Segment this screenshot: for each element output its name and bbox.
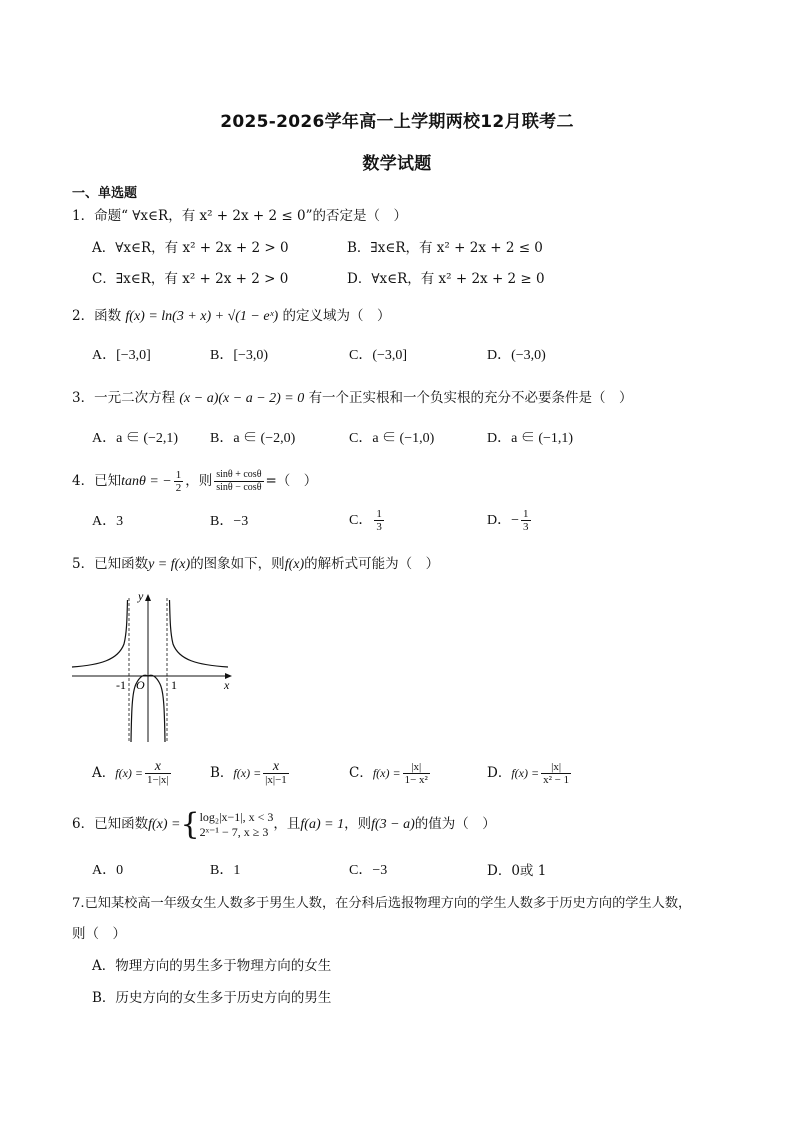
- q5-option-a: A．f(x) = $\frac{x}{1-|x|}$: [92, 759, 169, 786]
- q4-number: 4．已知: [72, 473, 122, 489]
- q4-ratio-fraction: $\frac{\sin\theta + \cos\theta}{\sin\theta - \cos\theta}$: [216, 469, 262, 493]
- q4-tan: tanθ = −: [121, 474, 172, 489]
- q1-option-d: D．∀x∈R，有 x² + 2x + 2 ≥ 0: [347, 271, 545, 287]
- q7-stem-line2: 则（ ）: [72, 926, 126, 942]
- q7-stem-line1: 7.已知某校高一年级女生人数多于男生人数，在分科后选报物理方向的学生人数多于历史方向的学生人数，: [72, 896, 692, 911]
- q3-option-a: A．a ∈ (−2,1): [92, 431, 179, 446]
- q1-option-c: C．∃x∈R，有 x² + 2x + 2 > 0: [92, 271, 289, 287]
- q4-half-fraction: $\frac{1}{2}$: [175, 469, 182, 494]
- q2-function: f(x) = ln(3 + x) + √(1 − eˣ): [125, 309, 279, 324]
- q5-option-d: D．f(x) = $\frac{|x|}{\text{x² − 1}}$: [487, 761, 570, 786]
- q2-number: 2．函数: [72, 308, 122, 324]
- q4-stem: [72, 466, 317, 497]
- right-branch: [170, 600, 229, 667]
- q2-option-c: C．(−3,0]: [349, 348, 408, 363]
- q2-option-a: A．[−3,0]: [92, 348, 151, 363]
- y-axis-arrow: [145, 594, 151, 601]
- left-branch: [72, 600, 128, 667]
- y-axis-label: y: [138, 592, 144, 603]
- q2-option-b: B．[−3,0): [210, 348, 269, 363]
- piecewise-cases: log₂|x−1|, x < 3 2ˣ⁻¹ − 7, x ≥ 3: [199, 809, 274, 839]
- q3-option-d: D．a ∈ (−1,1): [487, 431, 574, 446]
- q6-stem: 6．已知函数f(x) ={ log₂|x−1|, x < 3 2ˣ⁻¹ − 7, x ≥ 3 ，且f(a) = 1，则f(3 − a)的值为（ ）: [72, 806, 496, 842]
- tick-label-1: 1: [171, 678, 177, 692]
- q4-option-c: C． $\frac{1}{3}$: [349, 508, 382, 534]
- q1-option-a: A．∀x∈R，有 x² + 2x + 2 > 0: [92, 240, 289, 256]
- x-axis-label: x: [224, 678, 230, 692]
- q4-option-b: B．−3: [210, 514, 249, 529]
- origin-label: O: [136, 678, 145, 692]
- function-graph: [70, 592, 235, 744]
- q7-option-a: A．物理方向的男生多于物理方向的女生: [92, 958, 332, 974]
- q4-then: ，则: [185, 473, 213, 489]
- q4-tail: =（ ）: [265, 473, 318, 489]
- q3-tail: 有一个正实根和一个负实根的充分不必要条件是（ ）: [308, 390, 633, 406]
- q5-option-b: B．f(x) = $\frac{x}{|x|-1}$: [210, 759, 287, 786]
- section-heading-single-choice: 一、单选题: [72, 186, 138, 201]
- q2-option-d: D．(−3,0): [487, 348, 546, 363]
- q4-option-d: D．− $\frac{1}{3}$: [487, 508, 529, 534]
- piecewise-brace: {: [180, 806, 200, 842]
- page-subtitle: 数学试题: [362, 154, 432, 174]
- q4-option-a: A．3: [92, 514, 124, 529]
- q2-stem: [72, 306, 391, 327]
- q6-option-c: C．−3: [349, 863, 388, 878]
- q7-option-b: B．历史方向的女生多于历史方向的男生: [92, 990, 332, 1006]
- q5-option-c: C．f(x) = $\frac{|x|}{\text{1− x²}}$: [349, 761, 428, 786]
- q3-stem: [72, 388, 633, 409]
- q6-option-a: A．0: [92, 863, 124, 878]
- q2-tail: 的定义域为（ ）: [282, 308, 391, 324]
- q3-equation: (x − a)(x − a − 2) = 0: [179, 391, 305, 406]
- q6-option-b: B．1: [210, 863, 241, 878]
- q1-option-b: B．∃x∈R，有 x² + 2x + 2 ≤ 0: [347, 240, 543, 256]
- q6-option-d: D．0或 1: [487, 863, 547, 879]
- q5-stem: 5．已知函数y = f(x)的图象如下，则f(x)的解析式可能为（ ）: [72, 556, 440, 572]
- q3-option-c: C．a ∈ (−1,0): [349, 431, 435, 446]
- q1-stem: 1．命题“ ∀x∈R，有 x² + 2x + 2 ≤ 0”的否定是（ ）: [72, 208, 407, 224]
- q3-number: 3．一元二次方程: [72, 390, 176, 406]
- tick-label-neg1: -1: [116, 678, 126, 692]
- page-title: 2025-2026学年高一上学期两校12月联考二: [220, 112, 574, 132]
- q3-option-b: B．a ∈ (−2,0): [210, 431, 296, 446]
